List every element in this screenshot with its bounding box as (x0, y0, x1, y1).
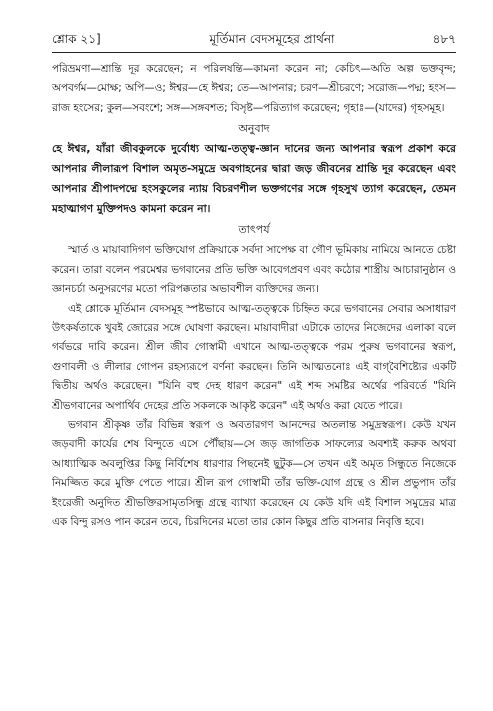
chapter-title: মূর্তিমান বেদসমূহের প্রার্থনা (209, 32, 335, 46)
purport-paragraph: ভগবান শ্রীকৃষ্ণ তাঁর বিভিন্ন স্বরূপ ও অবতারগণ আনন্দের অতলান্ত সমুদ্রস্বরূপ। কেউ যখন জড়বাদী কার্যের শেষ বিন্দুতে এসে পৌঁছায়—সে জড় জাগতিক সাফল্যের অবশ্যই করুক অথবা আধ্যাত্মিক অবলুপ্তির কিছু নির্বিশেষ ধারণার পিছনেই ছুটুক—সে তখন এই অমৃত সিন্ধুতে নিজেকে নিমজ্জিত করে মুক্তি পেতে পারে। শ্রীল রূপ গোস্বামী তাঁর ভক্তি-যোগ গ্রন্থে ও শ্রীল প্রভুপাদ তাঁর ইংরেজী অনুদিত শ্রীভক্তিরসামৃতসিন্ধু গ্রন্থে ব্যাখ্যা করেছেন যে কেউ যদি এই বিশাল সমুদ্রের মাত্র এক বিন্দু রসও পান করেন তবে, চিরদিনের মতো তার কোন কিছুর প্রতি বাসনার নিবৃত্তি হবে। (52, 419, 456, 529)
purport-paragraph: স্মার্ত ও মায়াবাদিগণ ভক্তিযোগ প্রক্রিয়াকে সর্বদা সাপেক্ষ বা গৌণ ভূমিকায় নামিয়ে আনতে চেষ্টা করেন। তারা বলেন পরমেশ্বর ভগবানের প্রতি ভক্তি আবেগপ্রবণ এবং কঠোর শাস্ত্রীয় আচারানুষ্ঠান ও জ্ঞানচর্চা অনুসরণের মতো পরিপক্কতার অভাবশীল ব্যক্তিদের জন্য। (52, 244, 456, 296)
word-meanings: পরিভ্রমণা—শ্রান্তি দূর করেছেন; ন পরিলষন্তি—কামনা করেন না; কেচিৎ—অতি অল্প ভক্তবৃন্দ; অপবর্গম—মোক্ষ; অপি—ও; ঈশ্বর—হে ঈশ্বর; তে—আপনার; চরণ—শ্রীচরণে; সরোজ—পদ্ম; হংস—রাজ হংসের; কুল—সবংশে; সঙ্গ—সঙ্গবশত; বিসৃষ্ট—পরিত্যাগ করেছেন; গৃহাঃ—(যাদের) গৃহসমূহ। (52, 63, 456, 114)
header-divider (52, 52, 456, 53)
purport-paragraph: এই শ্লোকে মূর্তিমান বেদসমূহ স্পষ্টভাবে আত্ম-তত্ত্বকে চিহ্নিত করে ভগবানের সেবার অসাধারণ উৎকর্ষতাকে খুবই জোরের সঙ্গে ঘোষণা করছেন। মায়াবাদীরা এটাকে তাদের নিজেদের এলাকা বলে গর্বভরে দাবি করেন। শ্রীল জীব গোস্বামী এখানে আত্ম-তত্ত্বকে পরম পুরুষ ভগবানের স্বরূপ, গুণাবলী ও লীলার গোপন রহস্যরূপে বর্ণনা করছেন। তিনি আত্মতনোঃ এই বাগ্‌বৈশিষ্ট্যের একটি দ্বিতীয় অর্থও করেছেন। "যিনি বহু দেহ ধারণ করেন" এই শব্দ সমষ্টির অর্থের পরিবর্তে "যিনি শ্রীভগবানের অপার্থিব দেহের প্রতি সকলকে আকৃষ্ট করেন" এই অর্থও করা যেতে পারে। (52, 302, 456, 412)
verse-reference: শ্লোক ২১] (52, 32, 101, 46)
page-number: ৪৮৭ (432, 32, 456, 46)
translation-heading: অনুবাদ (238, 122, 270, 136)
page-body (52, 60, 456, 533)
purport-heading: তাৎপর্য (238, 223, 270, 237)
page-header (52, 28, 456, 50)
translation-text: হে ঈশ্বর, যাঁরা জীবকুলকে দুর্বোধ্য আত্ম-তত্ত্ব-জ্ঞান দানের জন্য আপনার স্বরূপ প্রকাশ করে আপনার লীলারূপ বিশাল অমৃত-সমুদ্রে অবগাহনের দ্বারা জড় জীবনের শ্রান্তি দূর করেছেন এবং আপনার শ্রীপাদপদ্মে হংসকুলের ন্যায় বিচরণশীল ভক্তগণের সঙ্গে গৃহসুখ ত্যাগ করেছেন, তেমন মহাত্মাগণ মুক্তিপদও কামনা করেন না। (52, 143, 456, 215)
